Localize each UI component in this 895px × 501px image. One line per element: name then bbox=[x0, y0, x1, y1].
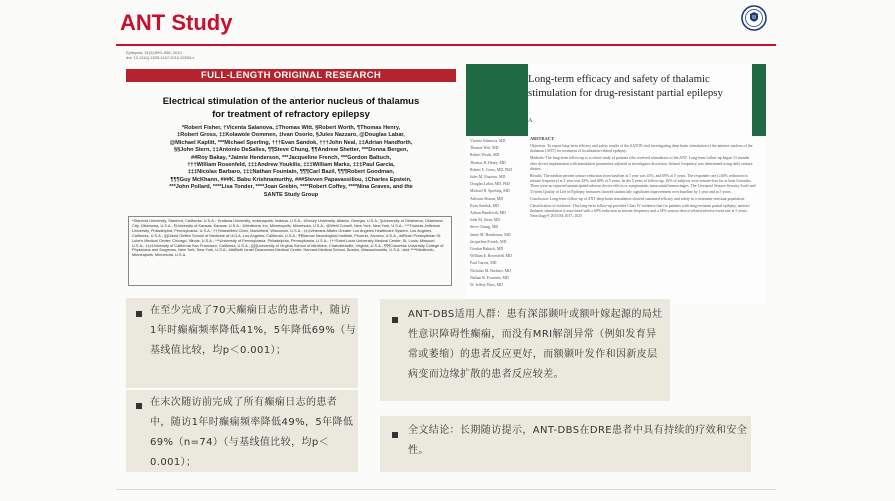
right-paper-excerpt bbox=[466, 64, 766, 304]
abstract-heading: ABSTRACT bbox=[530, 136, 554, 141]
title-rule bbox=[116, 44, 776, 46]
author-name: Thomas Witt, MD bbox=[470, 146, 499, 151]
author-name: Gordon Baltuch, MD bbox=[470, 247, 504, 252]
abstract-paragraph: Classification of evidence: This long-term follow-up provides Class IV evidence that for patients with drug-resistant partial epilepsy, anterior thalamic stimulation is associated with a 69% reduction in seizure frequency and a 34% serious device-related adverse event rate at 5 years. Neurology® 2015;84:1017–1025 bbox=[530, 204, 750, 219]
author-name: Robert E. Gross, MD, PhD bbox=[470, 167, 513, 172]
right-paper-authors bbox=[470, 138, 526, 289]
author-name: Thomas R. Henry, MD bbox=[470, 160, 506, 165]
square-bullet-icon bbox=[136, 403, 142, 409]
summary-box-last-followup bbox=[126, 390, 358, 472]
square-bullet-icon bbox=[392, 432, 398, 438]
right-paper-title: Long-term efficacy and safety of thalamic stimulation for drug-resistant partial epilepsy bbox=[528, 73, 723, 99]
summary-text: ANT-DBS适用人群：患有深部颞叶或额叶嫁起源的局灶性意识障碍性癫痫，而没有MRI解剖异常（例如发育异常或萎缩）的患者反应更好，而额颞叶发作和因新皮层病变而边缘扩散的患者反应较差。 bbox=[408, 309, 663, 380]
doi-line: doi: 10.1111/j.1528-1167.2010.02536.x bbox=[126, 55, 195, 60]
affiliations-box: *Stanford University, Stanford, California, U.S.A.; †Indiana University, Indianapolis, Indiana, U.S.A.; ‡Emory University, Atlanta, Georgia, U.S.A.; §University of Oklahoma, Oklahoma City, Oklahoma, U.S.A.; ¶University of Kansas, Kansas, U.S.A.; ‡Medtronic Inc, Minneapolis, Minnesota, U.S.A.; @Weill Cornell, New York, New York, U.S.A.; ***Thomas Jefferson University, Philadelphia, Pennsylvania, U.S.A.; †††Marshfield Clinic, Marshfield, Wisconsin, U.S.A.; ‡‡‡Veterans Affairs Greater Los Angeles Healthcare System, Los Angeles, California, U.S.A.; §§David Geffen School of Medicine at UCLA, Los Angeles, California, U.S.A.; ¶¶Barrow Neurological Institute, Phoenix, Arizona, U.S.A.; ##Rush Presbyterian St. Luke's Medical Center, Chicago, Illinois, U.S.A.; ***University of Pennsylvania, Philadelphia, Pennsylvania, U.S.A.; †††Saint Louis University Medical Center, St. Louis, Missouri, U.S.A.; ‡‡‡University of California San Francisco, California, U.S.A.; §§§University of Virginia School of Medicine, Charlottesville, Virginia, U.S.A.; ¶¶¶Columbia University College of Physicians and Surgeons, New York, New York, U.S.A.; ###Beth Israel Deaconess Medical Center, Harvard Medical School, Boston, Massachusetts, U.S.A.; and ****Medtronic, Minneapolis, Minnesota, U.S.A. bbox=[128, 216, 452, 286]
author-line: SANTE Study Group bbox=[263, 191, 319, 198]
author-name: John M. Stern, MD bbox=[470, 218, 501, 223]
summary-box-1yr-results bbox=[126, 298, 358, 388]
author-line: ***John Pollard, ****Lisa Tonder, ****Joan Grebin, ****Robert Coffey, ****Nina Graves, and the bbox=[169, 184, 413, 191]
abstract-paragraph: Methods: The long-term follow-up is a cohort study of patients who received stimulation of the ANT. Long-term follow-up began 13 months after device implantation with stimulation parameters adjusted at investigator discretion. Seizure frequency was determined using daily seizure diaries. bbox=[530, 156, 753, 171]
author-name: Jacqueline French, MD bbox=[470, 239, 507, 244]
left-paper-title bbox=[126, 95, 456, 121]
journal-color-bar bbox=[466, 64, 528, 136]
author-line: ##Roy Bakay, *Jaimie Henderson, ***Jacqueline French, ***Gordon Baltuch, bbox=[190, 154, 392, 161]
author-line: ‡‡‡Nicolas Barbaro, ‡‡‡Nathan Fountain, ¶¶¶Carl Bazil, ¶¶¶Robert Goodman, bbox=[187, 169, 395, 176]
author-name: Robert Worth, MD bbox=[470, 153, 500, 158]
author-line: †††William Rosenfeld, ‡‡‡Andrew Youkilis, ‡‡‡William Marks, ‡‡‡Paul Garcia, bbox=[187, 162, 395, 169]
author-name: Adrian Handforth, MD bbox=[470, 211, 506, 216]
abstract-paragraph: Conclusion: Long-term follow-up of ANT deep brain stimulation showed sustained efficacy and safety in a treatment-resistant population. bbox=[530, 196, 746, 201]
author-name: Jules M. Nazzaro, MD bbox=[470, 175, 506, 180]
author-line: *Robert Fisher, †Vicenta Salanova, ‡Thomas Witt, §Robert Worth, ¶Thomas Henry, bbox=[181, 125, 401, 131]
summary-text: 全文结论：长期随访提示，ANT-DBS在DRE患者中具有持续的疗效和安全性。 bbox=[408, 425, 748, 456]
left-paper-title-line: for treatment of refractory epilepsy bbox=[212, 109, 370, 120]
summary-text: 在末次随访前完成了所有癫痫日志的患者中，随访1年时癫痫频率降低49%，5年降低69%（n=74）（与基线值比较，均p＜0.001）； bbox=[150, 397, 354, 468]
author-line: §§John Stern, ‡‡Antonio DeSalles, ¶¶Steve Chung, ¶¶Andrew Shetter, ***Donna Bergen, bbox=[173, 147, 409, 154]
author-name: William E. Rosenfeld, MD bbox=[470, 254, 512, 259]
author-name: Michael R. Sperling, MD bbox=[470, 189, 510, 194]
author-name: W. Jeffrey Elias, MD bbox=[470, 283, 503, 288]
author-name: Evan Sandok, MD bbox=[470, 203, 499, 208]
author-name: Vicenta Salanova, MD bbox=[470, 139, 506, 143]
abstract-paragraph: Objective: To report long-term efficacy and safety results of the SANTE trial investigating deep brain stimulation of the anterior nucleus of the thalamus (ANT) for treatment of localization-related epilepsy. bbox=[530, 144, 753, 154]
university-seal-icon bbox=[741, 5, 767, 31]
slide-title: ANT Study bbox=[120, 10, 233, 35]
author-list bbox=[130, 125, 452, 199]
author-line: ¶¶¶Guy McKhann, ###K. Babu Krishnamurthy, ###Steven Papavassiliou, ‡Charles Epstein, bbox=[170, 176, 412, 183]
journal-meta-line: Epilepsia, 51(5):899–908, 2010 bbox=[126, 50, 182, 55]
author-line: @Michael Kaplitt, ***Michael Sperling, †††Evan Sandok, †††John Neal, ‡‡Adrian Handforth, bbox=[169, 139, 413, 146]
author-name: Steve Chung, MD bbox=[470, 225, 499, 230]
author-line: ‡Robert Gross, ‡‡Kolawole Oommen, ‡Ivan Osorio, §Jules Nazzaro, @Douglas Labar, bbox=[177, 132, 405, 139]
summary-box-population bbox=[380, 299, 670, 401]
left-paper-excerpt bbox=[126, 50, 456, 290]
square-bullet-icon bbox=[136, 311, 142, 317]
footer-rule bbox=[116, 489, 776, 490]
square-bullet-icon bbox=[392, 317, 398, 323]
author-name: Douglas Labar, MD, PhD bbox=[470, 182, 510, 187]
summary-box-conclusion bbox=[380, 416, 751, 472]
left-paper-title-line: Electrical stimulation of the anterior nucleus of thalamus bbox=[162, 96, 420, 107]
author-name: Jaime M. Henderson, MD bbox=[470, 232, 511, 237]
author-name: Paul Garcia, MD bbox=[470, 261, 497, 266]
open-access-mark: A bbox=[528, 118, 533, 124]
abstract-paragraph: Results: The median percent seizure reduction from baseline at 1 year was 41%, and 69% at 5 years. The responder rate (≥50% reduction in seizure frequency) at 1 year was 43%, and 68% at 5 years. In the 5 years of follow-up, 16% of subjects were seizure-free for at least 6 months. There were no reported unanticipated adverse device effects or symptomatic intracranial hemorrhages. The Liverpool Seizure Severity Scale and 31-item Quality of Life in Epilepsy measures showed statistically significant improvement over baseline by 1 year and at 5 years. bbox=[530, 174, 756, 194]
summary-text: 在至少完成了70天癫痫日志的患者中，随访1年时癫痫频率降低41%，5年降低69%（与基线值比较，均p＜0.001）； bbox=[150, 305, 356, 356]
article-type-banner: FULL-LENGTH ORIGINAL RESEARCH bbox=[126, 69, 456, 82]
author-name: Nathan B. Fountain, MD bbox=[470, 275, 509, 280]
journal-color-bar bbox=[752, 64, 766, 136]
author-name: Ashwini Sharan, MD bbox=[470, 196, 504, 201]
author-name: Nicholas M. Barbaro, MD bbox=[470, 268, 511, 273]
abstract-body bbox=[530, 144, 756, 222]
